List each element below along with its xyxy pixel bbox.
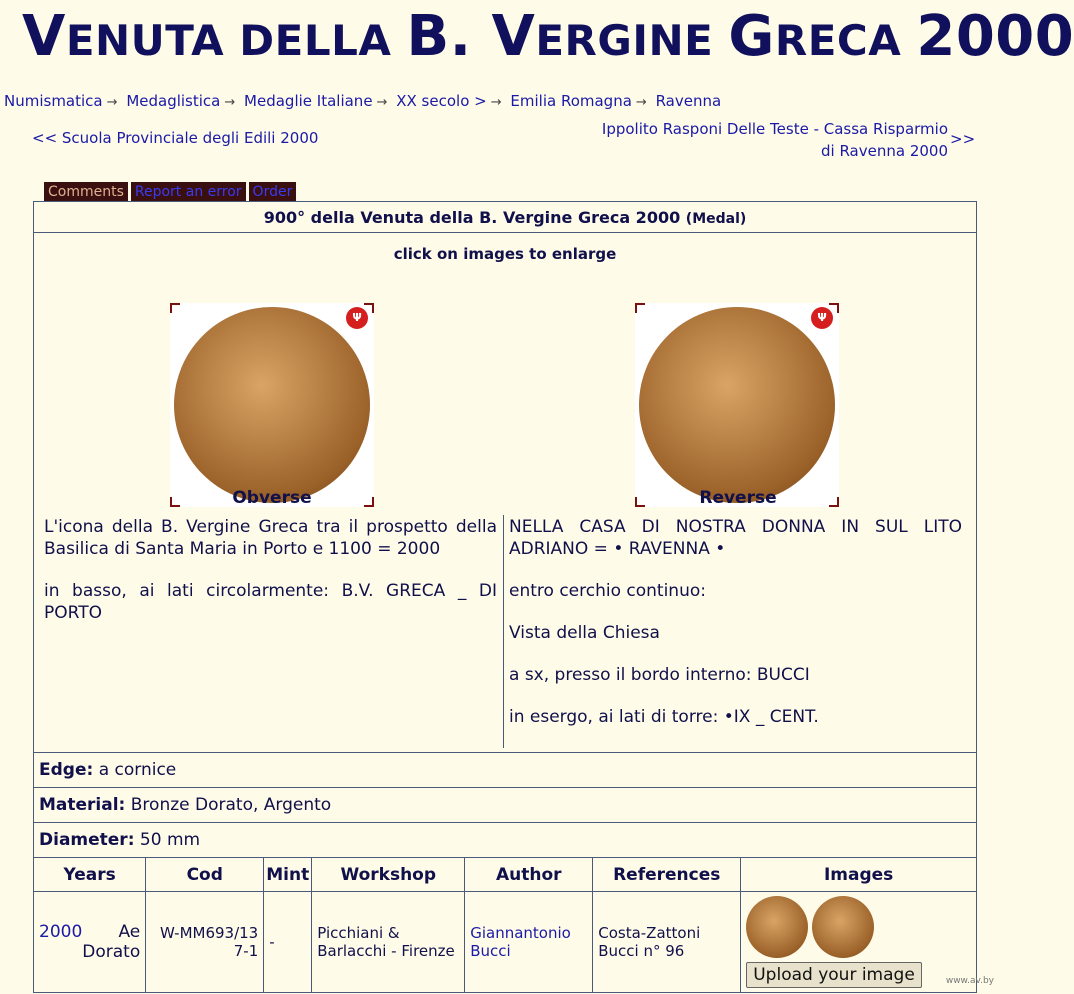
edge-row: Edge: a cornice: [34, 753, 976, 788]
watermark: www.av.by: [945, 976, 994, 986]
obverse-image[interactable]: [170, 303, 374, 507]
reverse-description: NELLA CASA DI NOSTRA DONNA IN SUL LITO ADRIANO = • RAVENNA • entro cerchio continuo: Vista della Chiesa a sx, presso il bordo interno: BUCCI in esergo, ai lati di torre: •IX _ CENT.: [509, 517, 962, 727]
col-mint: Mint: [264, 858, 312, 892]
breadcrumb-medaglie-italiane[interactable]: Medaglie Italiane: [244, 92, 373, 110]
breadcrumb-ravenna[interactable]: Ravenna: [655, 92, 722, 110]
cell-author: [465, 892, 593, 993]
logo-icon: Ψ: [811, 307, 833, 329]
cell-year: 2000 Ae Dorato: [34, 892, 146, 993]
arrow-icon: →: [224, 95, 236, 110]
column-divider: [503, 515, 504, 748]
issues-table: [34, 858, 976, 992]
prev-item-link[interactable]: << Scuola Provinciale degli Edili 2000: [32, 129, 319, 147]
reverse-coin: [639, 307, 835, 503]
medal-type: (Medal): [685, 211, 747, 227]
next-arrow-link[interactable]: >>: [950, 130, 976, 148]
images-section: [34, 233, 976, 753]
medal-header: [34, 202, 976, 233]
breadcrumb-emilia-romagna[interactable]: Emilia Romagna: [510, 92, 632, 110]
breadcrumb: [4, 92, 721, 110]
breadcrumb-xx-secolo[interactable]: XX secolo >: [396, 92, 487, 110]
col-workshop: Workshop: [312, 858, 465, 892]
col-cod: Cod: [146, 858, 264, 892]
reverse-image[interactable]: [635, 303, 839, 507]
medal-name: 900° della Venuta della B. Vergine Greca 2000: [263, 208, 681, 227]
arrow-icon: →: [106, 95, 118, 110]
breadcrumb-medaglistica[interactable]: Medaglistica: [126, 92, 221, 110]
arrow-icon: →: [635, 95, 647, 110]
cell-cod: W-MM693/137-1: [146, 892, 264, 993]
breadcrumb-numismatica[interactable]: Numismatica: [4, 92, 103, 110]
cell-workshop: Picchiani & Barlacchi - Firenze: [312, 892, 465, 993]
diameter-row: Diameter: 50 mm: [34, 823, 976, 858]
obverse-coin: [174, 307, 370, 503]
obverse-thumbnail[interactable]: [746, 896, 808, 958]
cell-references: Costa-Zattoni Bucci n° 96: [593, 892, 741, 993]
obverse-description: L'icona della B. Vergine Greca tra il prospetto della Basilica di Santa Maria in Porto e 1100 = 2000 in basso, ai lati circolarmente: B.V. GRECA _ DI PORTO: [44, 517, 497, 623]
reverse-label: Reverse: [699, 488, 777, 508]
next-item-link[interactable]: Ippolito Rasponi Delle Teste - Cassa Risparmio di Ravenna 2000: [601, 120, 948, 160]
tab-report-error[interactable]: Report an error: [131, 182, 246, 202]
action-tabs: [44, 182, 296, 202]
arrow-icon: →: [490, 95, 502, 110]
obverse-label: Obverse: [232, 488, 312, 508]
upload-image-button[interactable]: Upload your image: [746, 962, 922, 988]
col-references: References: [593, 858, 741, 892]
col-years: Years: [34, 858, 146, 892]
table-row: [34, 892, 976, 993]
logo-icon: Ψ: [346, 307, 368, 329]
author-link[interactable]: Giannantonio Bucci: [470, 924, 571, 960]
enlarge-hint: click on images to enlarge: [393, 245, 617, 263]
medal-card: [33, 201, 977, 993]
cell-mint: -: [264, 892, 312, 993]
arrow-icon: →: [376, 95, 388, 110]
col-images: Images: [741, 858, 976, 892]
material-row: Material: Bronze Dorato, Argento: [34, 788, 976, 823]
cell-images: [741, 892, 976, 993]
page-title: VENUTA DELLA B. VERGINE GRECA 2000: [22, 4, 1074, 69]
year-link[interactable]: 2000: [39, 922, 83, 942]
tab-order[interactable]: Order: [249, 182, 297, 202]
tab-comments[interactable]: Comments: [44, 182, 128, 202]
reverse-thumbnail[interactable]: [812, 896, 874, 958]
col-author: Author: [465, 858, 593, 892]
